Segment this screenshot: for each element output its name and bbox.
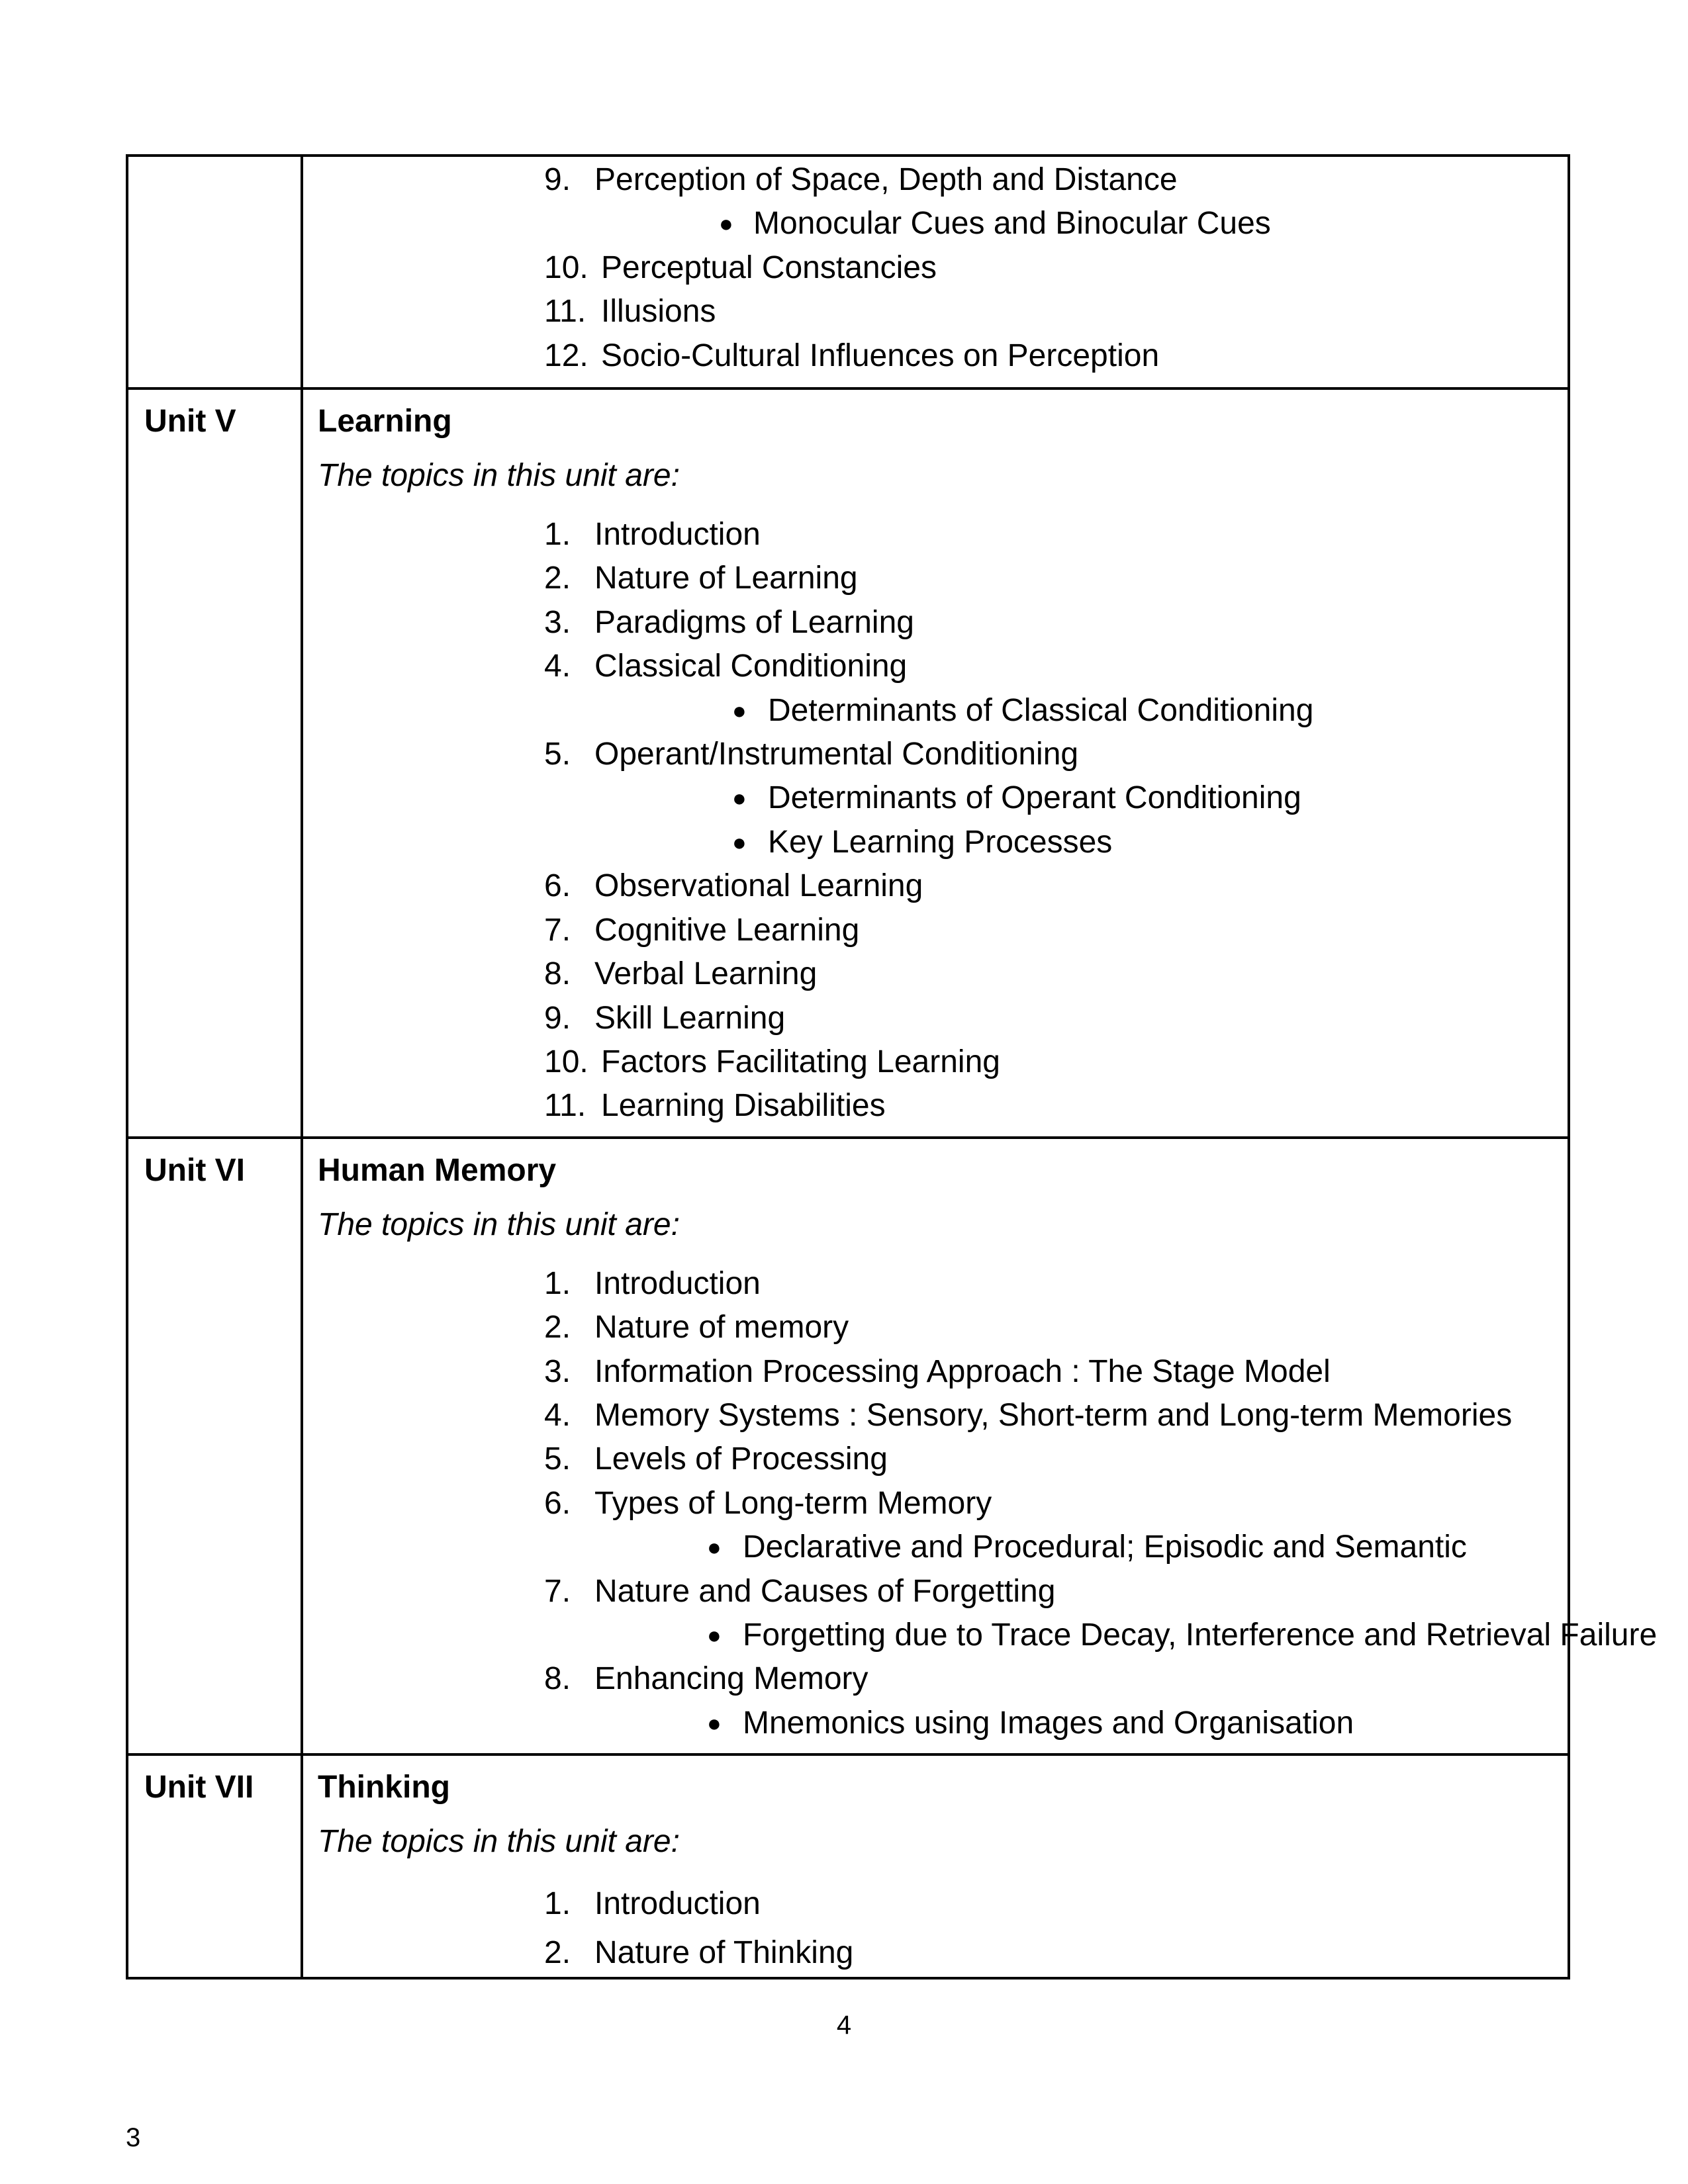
bullet-icon: ● [732, 784, 747, 812]
unit-content-cell [302, 388, 1569, 1138]
topic-text: Introduction [594, 1265, 761, 1301]
unit-label: Unit VII [144, 1770, 254, 1805]
subtopic-text: Determinants of Operant Conditioning [768, 780, 1301, 816]
topic-number: 11. [544, 1088, 586, 1124]
topic-number: 1. [544, 517, 571, 553]
topic-item [303, 1437, 1568, 1481]
topic-item [303, 645, 1568, 688]
topic-text: Nature of Thinking [594, 1935, 854, 1971]
topic-item [303, 601, 1568, 645]
subtopic-text: Declarative and Procedural; Episodic and Semantic [743, 1529, 1467, 1565]
subtopic-item [303, 202, 1568, 246]
unit-label-cell [127, 1138, 302, 1754]
topic-item [303, 1929, 1568, 1977]
topic-item [303, 733, 1568, 776]
topic-item [303, 158, 1568, 202]
subtopic-item [303, 1525, 1568, 1569]
subtopic-item [303, 776, 1568, 820]
topic-number: 4. [544, 1397, 571, 1433]
unit-label-cell [127, 388, 302, 1138]
topic-item [303, 1570, 1568, 1614]
bullet-icon: ● [707, 1533, 722, 1561]
topic-item [303, 290, 1568, 334]
topic-number: 10. [544, 1044, 588, 1079]
unit-label-cell [127, 156, 302, 388]
topic-text: Cognitive Learning [594, 912, 860, 948]
bullet-icon: ● [719, 210, 733, 238]
bullet-icon: ● [732, 696, 747, 724]
topic-text: Verbal Learning [594, 956, 818, 992]
topic-number: 10. [544, 250, 588, 285]
topic-number: 6. [544, 1485, 571, 1521]
subtopic-item [303, 821, 1568, 864]
subtopic-item [303, 1702, 1568, 1745]
topic-text: Information Processing Approach : The Stage Model [594, 1353, 1331, 1389]
topic-list [303, 1879, 1568, 1977]
topic-item [303, 1084, 1568, 1128]
topic-item [303, 1482, 1568, 1525]
topic-text: Enhancing Memory [594, 1661, 868, 1697]
topic-text: Nature of memory [594, 1310, 849, 1345]
topic-number: 2. [544, 1935, 571, 1971]
topic-item [303, 246, 1568, 290]
topic-text: Factors Facilitating Learning [601, 1044, 1000, 1079]
subtopic-text: Mnemonics using Images and Organisation [743, 1705, 1354, 1741]
topic-item [303, 334, 1568, 378]
topic-text: Levels of Processing [594, 1441, 888, 1477]
topic-item [303, 997, 1568, 1040]
topic-number: 7. [544, 1573, 571, 1609]
topic-item [303, 864, 1568, 908]
topic-item [303, 952, 1568, 996]
topic-number: 9. [544, 1000, 571, 1036]
topic-text: Perception of Space, Depth and Distance [594, 162, 1178, 197]
unit-label-cell [127, 1754, 302, 1978]
topic-text: Introduction [594, 517, 761, 553]
topic-text: Types of Long-term Memory [594, 1485, 992, 1521]
topic-item [303, 1262, 1568, 1306]
topic-text: Learning Disabilities [601, 1088, 886, 1124]
unit-intro: The topics in this unit are: [318, 1824, 680, 1860]
topic-item [303, 1306, 1568, 1349]
topic-text: Nature of Learning [594, 561, 858, 596]
topic-item [303, 1350, 1568, 1394]
topic-number: 2. [544, 561, 571, 596]
subtopic-text: Key Learning Processes [768, 824, 1113, 860]
subtopic-item [303, 1614, 1658, 1657]
unit-content-cell [302, 156, 1569, 388]
unit-intro: The topics in this unit are: [318, 1206, 680, 1242]
unit-label: Unit VI [144, 1152, 245, 1188]
unit-intro: The topics in this unit are: [318, 458, 680, 494]
page-number: 4 [836, 2011, 852, 2040]
topic-text: Perceptual Constancies [601, 250, 937, 285]
topic-text: Classical Conditioning [594, 649, 908, 684]
topic-item [303, 1040, 1568, 1084]
unit-title: Thinking [318, 1770, 450, 1805]
unit-row-vii [127, 1754, 1569, 1978]
bullet-icon: ● [732, 828, 747, 856]
continuation-row [127, 156, 1569, 388]
unit-title: Learning [318, 404, 452, 439]
unit-row-v [127, 388, 1569, 1138]
unit-content-cell [302, 1138, 1658, 1754]
topic-text: Socio-Cultural Influences on Perception [601, 338, 1160, 373]
topic-item [303, 1879, 1568, 1929]
topic-number: 2. [544, 1310, 571, 1345]
unit-label: Unit V [144, 404, 236, 439]
topic-text: Nature and Causes of Forgetting [594, 1573, 1056, 1609]
bullet-icon: ● [707, 1709, 722, 1737]
subtopic-text: Monocular Cues and Binocular Cues [753, 206, 1271, 242]
topic-item [303, 1657, 1568, 1701]
subtopic-text: Forgetting due to Trace Decay, Interference and Retrieval Failure [743, 1617, 1658, 1653]
topic-number: 8. [544, 1661, 571, 1697]
topic-number: 1. [544, 1265, 571, 1301]
topic-item [303, 557, 1568, 600]
topic-number: 12. [544, 338, 588, 373]
syllabus-table [126, 154, 1658, 1979]
topic-number: 3. [544, 1353, 571, 1389]
topic-number: 8. [544, 956, 571, 992]
topic-text: Memory Systems : Sensory, Short-term and Long-term Memories [594, 1397, 1513, 1433]
topic-number: 6. [544, 868, 571, 904]
topic-list [303, 1262, 1658, 1753]
topic-text: Skill Learning [594, 1000, 786, 1036]
topic-item [303, 909, 1568, 952]
topic-item [303, 1394, 1568, 1437]
topic-text: Illusions [601, 294, 716, 330]
topic-number: 7. [544, 912, 571, 948]
topic-list [303, 513, 1568, 1136]
topic-text: Observational Learning [594, 868, 923, 904]
topic-number: 9. [544, 162, 571, 197]
topic-number: 1. [544, 1886, 571, 1922]
bullet-icon: ● [707, 1621, 722, 1649]
topic-text: Operant/Instrumental Conditioning [594, 737, 1079, 772]
topic-item [303, 513, 1568, 557]
topic-number: 11. [544, 294, 586, 330]
topic-number: 3. [544, 604, 571, 640]
topic-number: 5. [544, 737, 571, 772]
topic-text: Paradigms of Learning [594, 604, 914, 640]
corner-page-number: 3 [126, 2123, 141, 2152]
topic-number: 4. [544, 649, 571, 684]
subtopic-item [303, 689, 1568, 733]
topic-list [303, 157, 1568, 387]
subtopic-text: Determinants of Classical Conditioning [768, 692, 1314, 728]
unit-title: Human Memory [318, 1152, 557, 1188]
unit-content-cell [302, 1754, 1569, 1978]
topic-number: 5. [544, 1441, 571, 1477]
unit-row-vi [127, 1138, 1569, 1754]
topic-text: Introduction [594, 1886, 761, 1922]
